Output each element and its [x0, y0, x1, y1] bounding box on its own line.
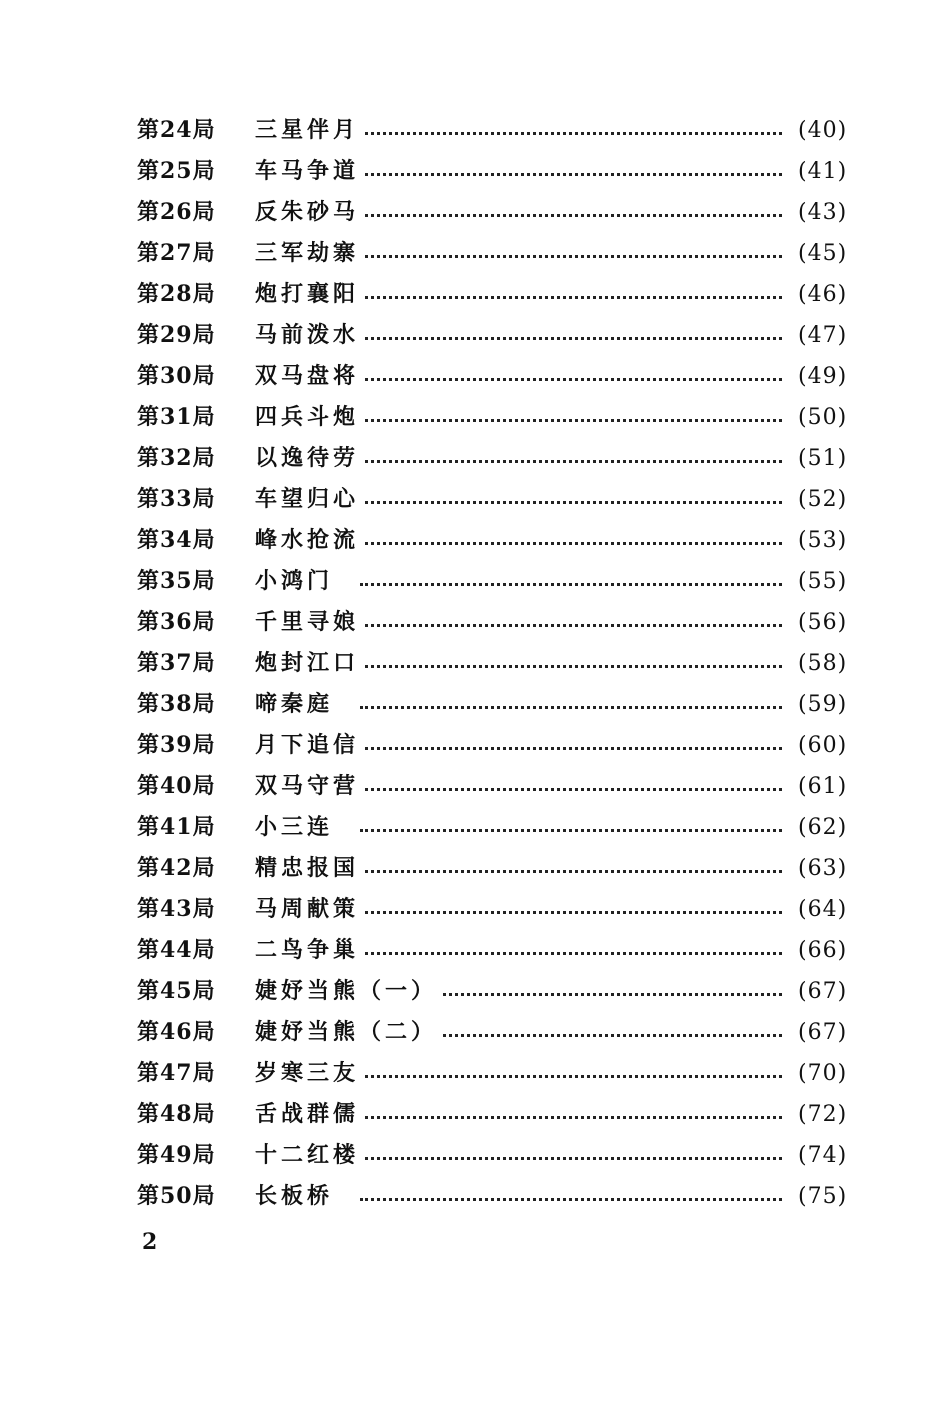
toc-entry	[0, 725, 950, 766]
toc-entry	[0, 848, 950, 889]
toc-entry	[0, 602, 950, 643]
toc-entry	[0, 766, 950, 807]
toc-entry	[0, 397, 950, 438]
toc-entry	[0, 643, 950, 684]
dot-leader	[360, 583, 782, 586]
toc-entry	[0, 315, 950, 356]
chapter-title: 二鸟争巢	[255, 930, 365, 971]
chapter-title: 长板桥	[255, 1176, 339, 1217]
toc-entry	[0, 684, 950, 725]
chapter-number: 第33局	[137, 486, 216, 512]
toc-entry	[0, 192, 950, 233]
page-reference: (67)	[798, 1020, 848, 1045]
toc-entry	[0, 1176, 950, 1217]
chapter-number: 第34局	[137, 527, 216, 553]
chapter-title: 双马盘将	[255, 356, 365, 397]
page-reference: (43)	[798, 200, 848, 225]
toc-entry	[0, 1135, 950, 1176]
page-reference: (51)	[798, 446, 848, 471]
chapter-title: 三星伴月	[255, 110, 365, 151]
chapter-title: 舌战群儒	[255, 1094, 365, 1135]
page-reference: (74)	[798, 1143, 848, 1168]
chapter-title: 峰水抢流	[255, 520, 365, 561]
table-of-contents	[0, 110, 950, 1217]
toc-entry	[0, 1053, 950, 1094]
toc-entry	[0, 971, 950, 1012]
toc-entry	[0, 356, 950, 397]
dot-leader	[360, 665, 782, 668]
toc-entry	[0, 110, 950, 151]
chapter-title: 以逸待劳	[255, 438, 365, 479]
dot-leader	[360, 255, 782, 258]
toc-entry	[0, 807, 950, 848]
page-reference: (66)	[798, 938, 848, 963]
chapter-title: 精忠报国	[255, 848, 365, 889]
chapter-number: 第44局	[137, 937, 216, 963]
toc-entry	[0, 233, 950, 274]
dot-leader	[360, 706, 782, 709]
chapter-title: 千里寻娘	[255, 602, 365, 643]
chapter-title: 炮打襄阳	[255, 274, 365, 315]
toc-entry	[0, 479, 950, 520]
dot-leader	[360, 173, 782, 176]
chapter-number: 第40局	[137, 773, 216, 799]
page-reference: (58)	[798, 651, 848, 676]
dot-leader	[360, 747, 782, 750]
chapter-title: 马前泼水	[255, 315, 365, 356]
chapter-number: 第50局	[137, 1183, 216, 1209]
page-reference: (47)	[798, 323, 848, 348]
toc-entry	[0, 151, 950, 192]
chapter-number: 第27局	[137, 240, 216, 266]
dot-leader	[360, 214, 782, 217]
page-reference: (67)	[798, 979, 848, 1004]
dot-leader	[360, 419, 782, 422]
page-reference: (62)	[798, 815, 848, 840]
chapter-title: 婕妤当熊（一）	[255, 971, 443, 1012]
chapter-title: 月下追信	[255, 725, 365, 766]
chapter-title: 四兵斗炮	[255, 397, 365, 438]
chapter-title: 马周献策	[255, 889, 365, 930]
toc-entry	[0, 1012, 950, 1053]
dot-leader	[360, 1157, 782, 1160]
dot-leader	[360, 1075, 782, 1078]
page-reference: (64)	[798, 897, 848, 922]
page-reference: (49)	[798, 364, 848, 389]
chapter-title: 反朱砂马	[255, 192, 365, 233]
chapter-number: 第36局	[137, 609, 216, 635]
chapter-title: 十二红楼	[255, 1135, 365, 1176]
chapter-number: 第37局	[137, 650, 216, 676]
dot-leader	[360, 624, 782, 627]
chapter-number: 第29局	[137, 322, 216, 348]
toc-entry	[0, 889, 950, 930]
chapter-number: 第47局	[137, 1060, 216, 1086]
page-number: 2	[142, 1229, 158, 1255]
toc-entry	[0, 930, 950, 971]
chapter-title: 三军劫寨	[255, 233, 365, 274]
page-reference: (56)	[798, 610, 848, 635]
toc-entry	[0, 1094, 950, 1135]
dot-leader	[360, 788, 782, 791]
page-reference: (52)	[798, 487, 848, 512]
page-reference: (63)	[798, 856, 848, 881]
chapter-number: 第28局	[137, 281, 216, 307]
chapter-number: 第30局	[137, 363, 216, 389]
toc-entry	[0, 561, 950, 602]
chapter-number: 第26局	[137, 199, 216, 225]
chapter-number: 第31局	[137, 404, 216, 430]
toc-entry	[0, 520, 950, 561]
chapter-number: 第39局	[137, 732, 216, 758]
dot-leader	[360, 378, 782, 381]
dot-leader	[360, 1116, 782, 1119]
chapter-number: 第24局	[137, 117, 216, 143]
dot-leader	[360, 911, 782, 914]
dot-leader	[360, 952, 782, 955]
toc-entry	[0, 274, 950, 315]
chapter-title: 小三连	[255, 807, 339, 848]
chapter-number: 第38局	[137, 691, 216, 717]
chapter-title: 双马守营	[255, 766, 365, 807]
page-reference: (40)	[798, 118, 848, 143]
page-reference: (60)	[798, 733, 848, 758]
page-reference: (46)	[798, 282, 848, 307]
page-reference: (72)	[798, 1102, 848, 1127]
page-reference: (41)	[798, 159, 848, 184]
dot-leader	[360, 460, 782, 463]
dot-leader	[360, 870, 782, 873]
page-reference: (45)	[798, 241, 848, 266]
page-reference: (59)	[798, 692, 848, 717]
page-reference: (53)	[798, 528, 848, 553]
chapter-title: 车望归心	[255, 479, 365, 520]
chapter-title: 车马争道	[255, 151, 365, 192]
chapter-title: 小鸿门	[255, 561, 339, 602]
page-reference: (75)	[798, 1184, 848, 1209]
chapter-number: 第35局	[137, 568, 216, 594]
chapter-number: 第42局	[137, 855, 216, 881]
dot-leader	[360, 132, 782, 135]
page-reference: (55)	[798, 569, 848, 594]
chapter-number: 第41局	[137, 814, 216, 840]
dot-leader	[360, 296, 782, 299]
chapter-number: 第25局	[137, 158, 216, 184]
dot-leader	[360, 1198, 782, 1201]
chapter-title: 炮封江口	[255, 643, 365, 684]
chapter-number: 第49局	[137, 1142, 216, 1168]
page-reference: (70)	[798, 1061, 848, 1086]
chapter-number: 第45局	[137, 978, 216, 1004]
page-reference: (61)	[798, 774, 848, 799]
chapter-title: 啼秦庭	[255, 684, 339, 725]
chapter-number: 第32局	[137, 445, 216, 471]
chapter-number: 第43局	[137, 896, 216, 922]
dot-leader	[360, 501, 782, 504]
dot-leader	[360, 542, 782, 545]
toc-entry	[0, 438, 950, 479]
dot-leader	[360, 829, 782, 832]
chapter-title: 岁寒三友	[255, 1053, 365, 1094]
page-reference: (50)	[798, 405, 848, 430]
chapter-number: 第48局	[137, 1101, 216, 1127]
dot-leader	[360, 337, 782, 340]
chapter-number: 第46局	[137, 1019, 216, 1045]
chapter-title: 婕妤当熊（二）	[255, 1012, 443, 1053]
